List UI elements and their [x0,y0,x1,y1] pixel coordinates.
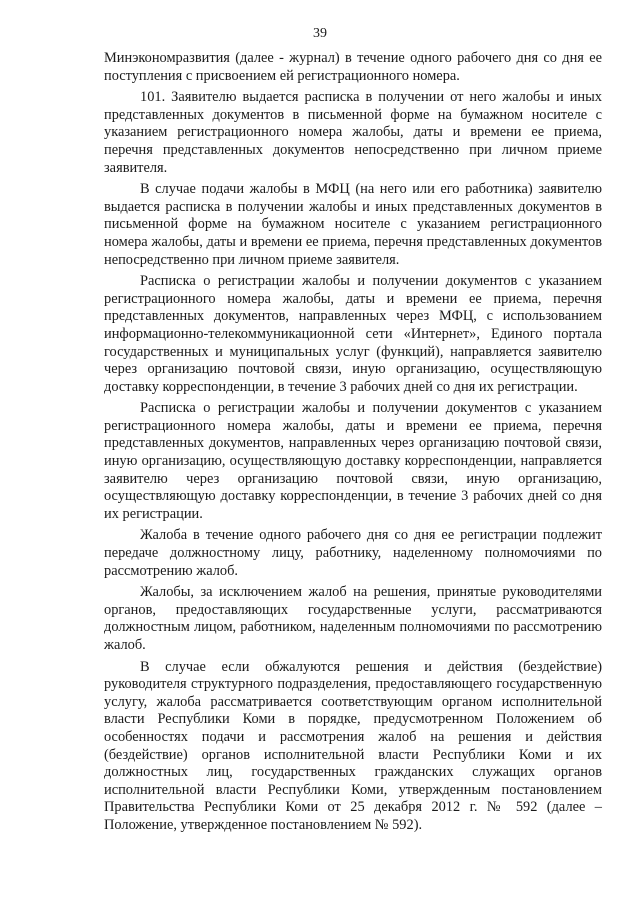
paragraph-review: Жалобы, за исключением жалоб на решения, принятые руководителями органов, предоставляющих государственные услуги, рассматриваются должностным лицом, работником, наделенным полномочиями по рассмотрению жалоб. [104,584,602,653]
paragraph-mfc-receipt: В случае подачи жалобы в МФЦ (на него или его работника) заявителю выдается расписка в получении жалобы и иных представленных документов в письменной форме на бумажном носителе с указанием регистрационного номера жалобы, даты и времени ее приема, перечня представленных документов непосредственно при личном приеме заявителя. [104,181,602,268]
paragraph-appeal-procedure: В случае если обжалуются решения и действия (бездействие) руководителя структурного подразделения, предоставляющего государственную услугу, жалоба рассматривается соответствующим органом исполнительной власти Республики Коми в порядке, предусмотренном Положением об особенностях подачи и рассмотрения жалоб на решения и действия (бездействие) органов исполнительной власти Республики Коми и их должностных лиц, государственных гражданских служащих органов исполнительной власти Республики Коми, утвержденным постановлением Правительства Республики Коми от 25 декабря 2012 г. № 592 (далее – Положение, утвержденное постановлением № 592). [104,658,602,833]
paragraph-transfer: Жалоба в течение одного рабочего дня со дня ее регистрации подлежит передаче должностному лицу, работнику, наделенному полномочиями по рассмотрению жалоб. [104,527,602,579]
paragraph-item-101: 101. Заявителю выдается расписка в получении от него жалобы и иных представленных документов в письменной форме на бумажном носителе с указанием регистрационного номера жалобы, даты и времени ее приема, перечня представленных документов непосредственно при личном приеме заявителя. [104,89,602,176]
document-body [104,50,602,839]
paragraph-online-receipt: Расписка о регистрации жалобы и получении документов с указанием регистрационного номера жалобы, даты и времени ее приема, перечня представленных документов, направленных через МФЦ, с использованием информационно-телекоммуникационной сети «Интернет», Единого портала государственных и муниципальных услуг (функций), направляется заявителю через организацию почтовой связи, иную организацию, осуществляющую доставку корреспонденции, в течение 3 рабочих дней со дня их регистрации. [104,273,602,395]
paragraph-postal-receipt: Расписка о регистрации жалобы и получении документов с указанием регистрационного номера жалобы, даты и времени ее приема, перечня представленных документов, направленных через организацию почтовой связи, иную организацию, осуществляющую доставку корреспонденции, направляется заявителю через организацию почтовой связи, иную организацию, осуществляющую доставку корреспонденции, в течение 3 рабочих дней со дня их регистрации. [104,400,602,522]
paragraph-continuation: Минэкономразвития (далее - журнал) в течение одного рабочего дня со дня ее поступления с присвоением ей регистрационного номера. [104,50,602,84]
page-number: 39 [313,26,327,41]
